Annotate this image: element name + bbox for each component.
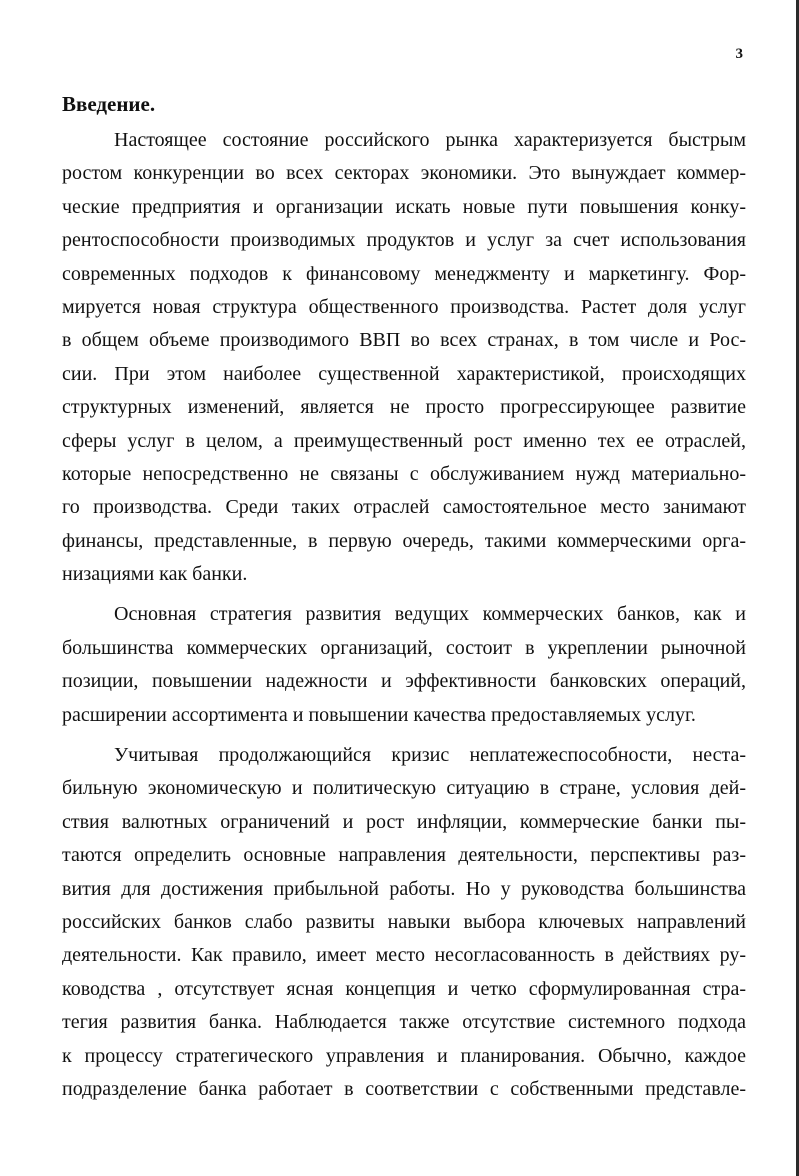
text-line: вития для достижения прибыльной работы. Но у руководства большинства <box>62 877 746 900</box>
text-line: которые непосредственно не связаны с обслуживанием нужд материально- <box>62 462 746 485</box>
text-line: бильную экономическую и политическую ситуацию в стране, условия дей- <box>62 777 746 800</box>
text-line: мируется новая структура общественного производства. Растет доля услуг <box>62 295 746 318</box>
text-line: ствия валютных ограничений и рост инфляции, коммерческие банки пы- <box>62 810 746 833</box>
text-line: российских банков слабо развиты навыки выбора ключевых направлений <box>62 910 746 933</box>
text-line: ростом конкуренции во всех секторах экономики. Это вынуждает коммер- <box>62 162 746 185</box>
text-line: в общем объеме производимого ВВП во всех странах, в том числе и Рос- <box>62 329 746 352</box>
text-line: тегия развития банка. Наблюдается также отсутствие системного подхода <box>62 1011 746 1034</box>
page-number: 3 <box>735 46 743 62</box>
text-line: го производства. Среди таких отраслей самостоятельное место занимают <box>62 496 746 519</box>
body-text <box>62 124 746 1113</box>
text-line: ководства , отсутствует ясная концепция и четко сформулированная стра- <box>62 977 746 1000</box>
text-line: рентоспособности производимых продуктов и услуг за счет использования <box>62 229 746 252</box>
text-line: расширении ассортимента и повышении качества предоставляемых услуг. <box>62 703 696 726</box>
section-heading: Введение. <box>62 92 156 116</box>
text-line: таются определить основные направления деятельности, перспективы раз- <box>62 844 746 867</box>
text-line: финансы, представленные, в первую очередь, такими коммерческими орга- <box>62 529 746 552</box>
text-line: ческие предприятия и организации искать новые пути повышения конку- <box>62 195 746 218</box>
text-line: Основная стратегия развития ведущих коммерческих банков, как и <box>114 603 746 626</box>
text-line: Учитывая продолжающийся кризис неплатежеспособности, неста- <box>114 744 746 767</box>
text-line: деятельности. Как правило, имеет место несогласованность в действиях ру- <box>62 944 746 967</box>
paragraph <box>62 598 746 732</box>
paragraph <box>62 124 746 591</box>
text-line: структурных изменений, является не просто прогрессирующее развитие <box>62 396 746 419</box>
text-line: большинства коммерческих организаций, состоит в укреплении рыночной <box>62 636 746 659</box>
text-line: низациями как банки. <box>62 563 248 586</box>
text-line: позиции, повышении надежности и эффективности банковских операций, <box>62 670 746 693</box>
text-line: к процессу стратегического управления и планирования. Обычно, каждое <box>62 1044 746 1067</box>
text-line: сферы услуг в целом, а преимущественный рост именно тех ее отраслей, <box>62 429 746 452</box>
text-line: подразделение банка работает в соответствии с собственными представле- <box>62 1077 746 1100</box>
text-line: сии. При этом наиболее существенной характеристикой, происходящих <box>62 362 746 385</box>
text-line: современных подходов к финансовому менеджменту и маркетингу. Фор- <box>62 262 746 285</box>
paragraph <box>62 739 746 1106</box>
text-line: Настоящее состояние российского рынка характеризуется быстрым <box>114 129 746 151</box>
